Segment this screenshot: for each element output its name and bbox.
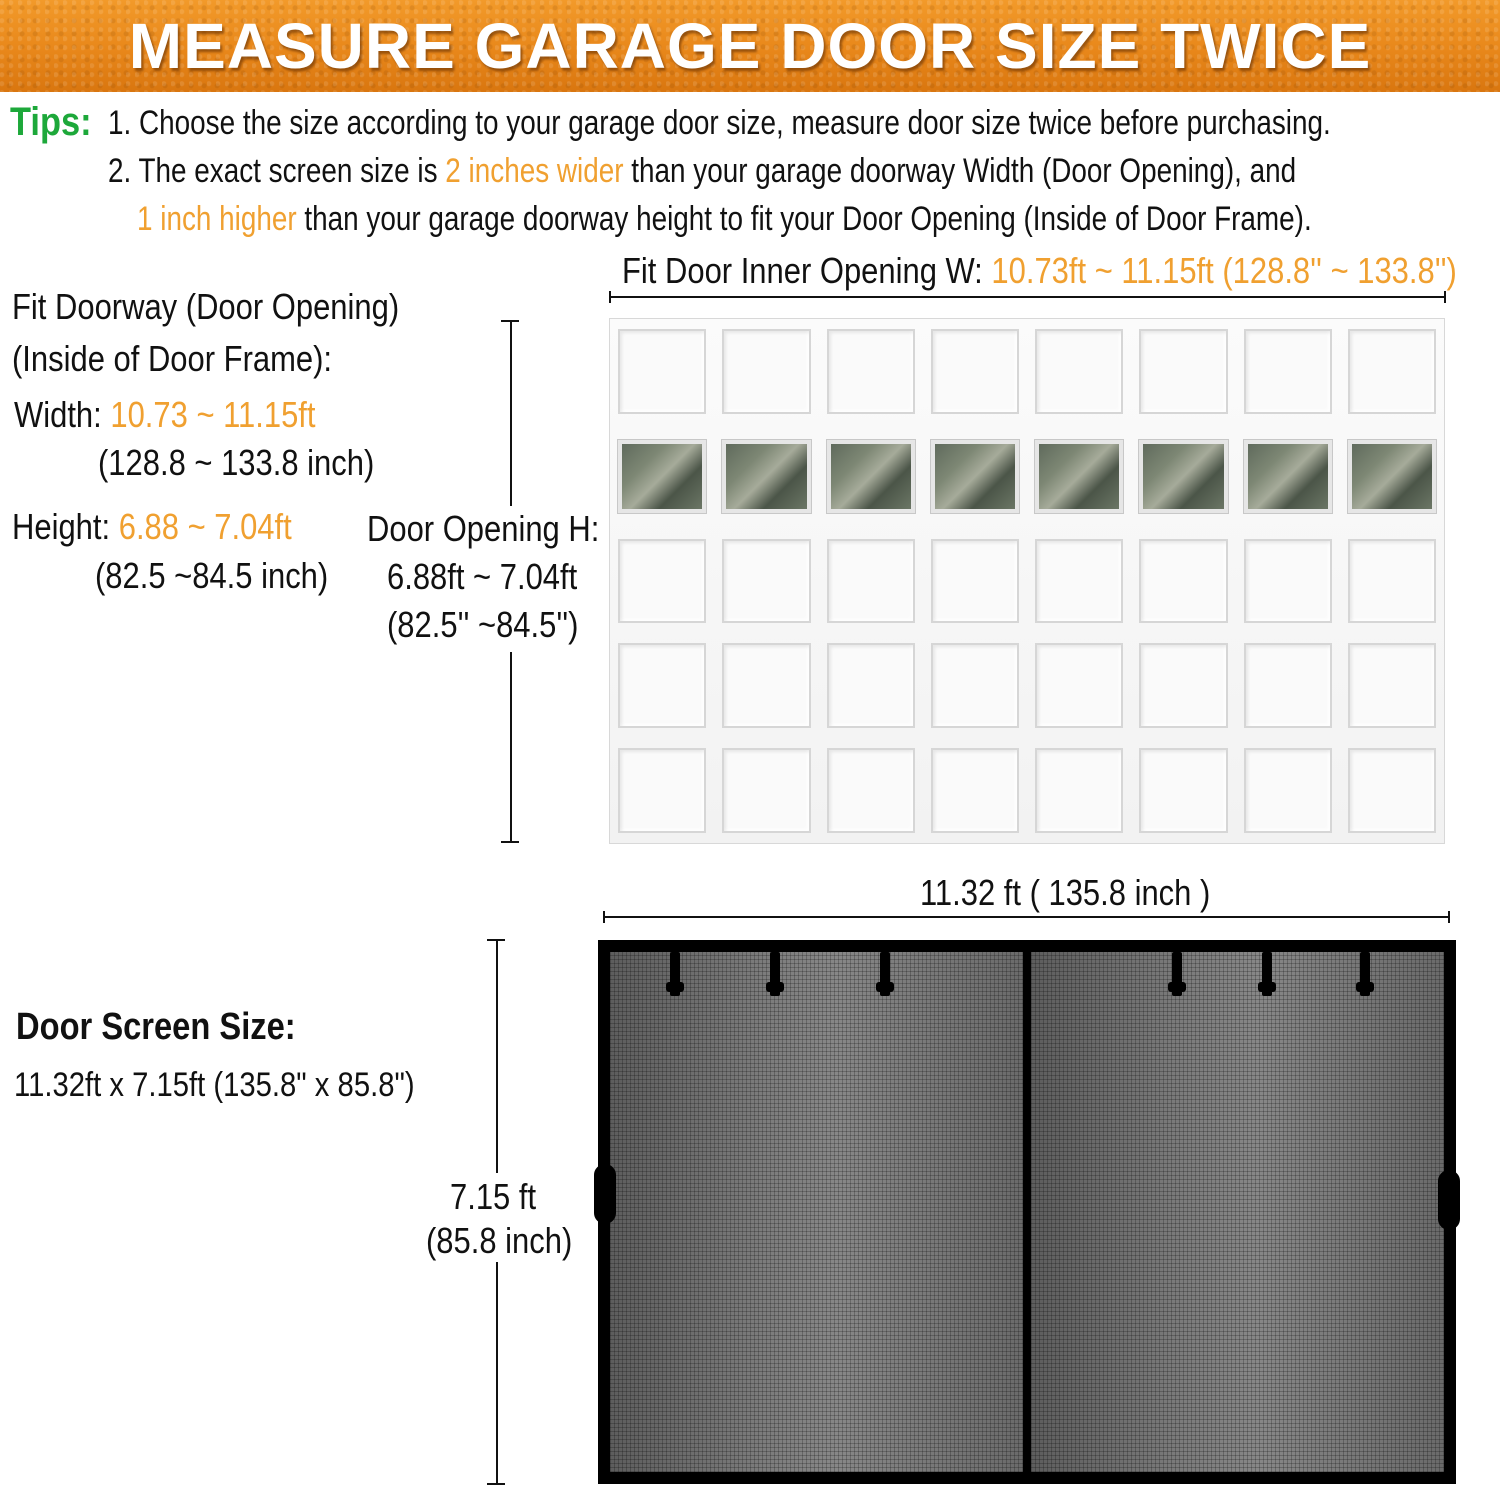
door-panel: [1035, 643, 1123, 728]
opening-h-inch: (82.5'' ~84.5''): [387, 604, 579, 645]
opening-h-ft: 6.88ft ~ 7.04ft: [387, 556, 578, 597]
doorway-title-2: (Inside of Door Frame):: [12, 338, 333, 379]
door-panel: [931, 539, 1019, 624]
strap-icon: [880, 952, 890, 996]
door-window: [618, 440, 706, 513]
door-window: [1244, 440, 1332, 513]
opening-height-cap-bottom: [501, 841, 519, 843]
tip-line-3: [137, 200, 1312, 239]
width-inch-value: (128.8 ~ 133.8 inch): [98, 442, 375, 483]
screen-size-title: Door Screen Size:: [16, 1006, 296, 1048]
tie-strap-right-icon: [1438, 1170, 1460, 1230]
header-banner: [0, 0, 1500, 92]
width-ft-value: 10.73 ~ 11.15ft: [110, 394, 316, 435]
width-label: Width:: [14, 394, 102, 435]
screen-mesh-left: [610, 952, 1023, 1472]
garage-door-image: [609, 318, 1445, 844]
door-panel: [931, 643, 1019, 728]
inner-width-spec: [622, 250, 1457, 292]
tip-line-2: [108, 152, 1296, 191]
inner-width-value: 10.73ft ~ 11.15ft (128.8'' ~ 133.8''): [991, 250, 1457, 291]
door-panel: [1244, 329, 1332, 414]
tip-line-2-post: than your garage doorway Width (Door Opening), and: [623, 152, 1297, 190]
strap-icon: [1360, 952, 1370, 996]
screen-width-line: [603, 916, 1449, 918]
screen-size-value: 11.32ft x 7.15ft (135.8" x 85.8"): [14, 1066, 415, 1104]
screen-height-line-bottom: [496, 1262, 498, 1484]
door-panel: [1139, 539, 1227, 624]
tip-highlight-higher: 1 inch higher: [137, 200, 297, 238]
door-panel: [722, 329, 810, 414]
door-panel: [618, 643, 706, 728]
door-panel: [1244, 748, 1332, 833]
screen-height-cap-bottom: [487, 1483, 505, 1485]
door-panel: [1035, 329, 1123, 414]
door-panel: [1348, 329, 1436, 414]
door-panel: [1348, 748, 1436, 833]
height-label: Height:: [12, 506, 111, 547]
door-panel: [1139, 748, 1227, 833]
height-spec: [12, 506, 292, 548]
door-panel: [1244, 539, 1332, 624]
tie-strap-left-icon: [594, 1164, 616, 1224]
opening-height-line-top: [510, 320, 512, 506]
door-panel: [827, 748, 915, 833]
door-panel: [827, 329, 915, 414]
door-panel: [1035, 748, 1123, 833]
door-panel: [722, 643, 810, 728]
door-window: [827, 440, 915, 513]
door-panel: [618, 539, 706, 624]
opening-height-line-bottom: [510, 652, 512, 842]
strap-icon: [1262, 952, 1272, 996]
door-window: [931, 440, 1019, 513]
tip-line-3-post: than your garage doorway height to fit your Door Opening (Inside of Door Frame).: [296, 200, 1312, 238]
door-panel: [827, 539, 915, 624]
door-screen-image: [598, 940, 1456, 1484]
height-inch-value: (82.5 ~84.5 inch): [95, 555, 329, 596]
door-panel: [618, 748, 706, 833]
door-panel: [722, 539, 810, 624]
door-panel: [1244, 643, 1332, 728]
door-panel: [722, 748, 810, 833]
door-panel: [931, 748, 1019, 833]
door-panel: [931, 329, 1019, 414]
door-panel: [618, 329, 706, 414]
height-ft-value: 6.88 ~ 7.04ft: [118, 506, 292, 547]
screen-mesh-right: [1031, 952, 1444, 1472]
door-window: [722, 440, 810, 513]
door-panel: [1035, 539, 1123, 624]
inner-width-cap-right: [1444, 291, 1446, 303]
door-panel: [1139, 329, 1227, 414]
opening-h-label: Door Opening H:: [367, 508, 600, 549]
inner-width-label: Fit Door Inner Opening W:: [622, 250, 983, 291]
strap-icon: [1172, 952, 1182, 996]
page-title: MEASURE GARAGE DOOR SIZE TWICE: [128, 10, 1372, 82]
tip-highlight-wider: 2 inches wider: [445, 152, 624, 190]
door-window: [1035, 440, 1123, 513]
door-window: [1348, 440, 1436, 513]
screen-height-inch: (85.8 inch): [426, 1220, 573, 1261]
door-panel: [1348, 643, 1436, 728]
screen-width-label: 11.32 ft ( 135.8 inch ): [920, 872, 1211, 913]
doorway-title-1: Fit Doorway (Door Opening): [12, 286, 400, 327]
strap-icon: [770, 952, 780, 996]
screen-width-cap-right: [1448, 911, 1450, 923]
magnetic-seam: [1023, 940, 1031, 1484]
door-panel: [1139, 643, 1227, 728]
tip-line-1: 1. Choose the size according to your garage door size, measure door size twice before purchasing.: [108, 104, 1331, 142]
screen-height-ft: 7.15 ft: [450, 1176, 537, 1217]
tips-label: Tips:: [10, 100, 92, 144]
screen-height-line-top: [496, 939, 498, 1173]
width-spec: [14, 394, 316, 436]
tip-line-2-pre: 2. The exact screen size is: [108, 152, 446, 190]
strap-icon: [670, 952, 680, 996]
door-window: [1139, 440, 1227, 513]
door-panel: [1348, 539, 1436, 624]
door-panel: [827, 643, 915, 728]
inner-width-line: [609, 296, 1445, 298]
